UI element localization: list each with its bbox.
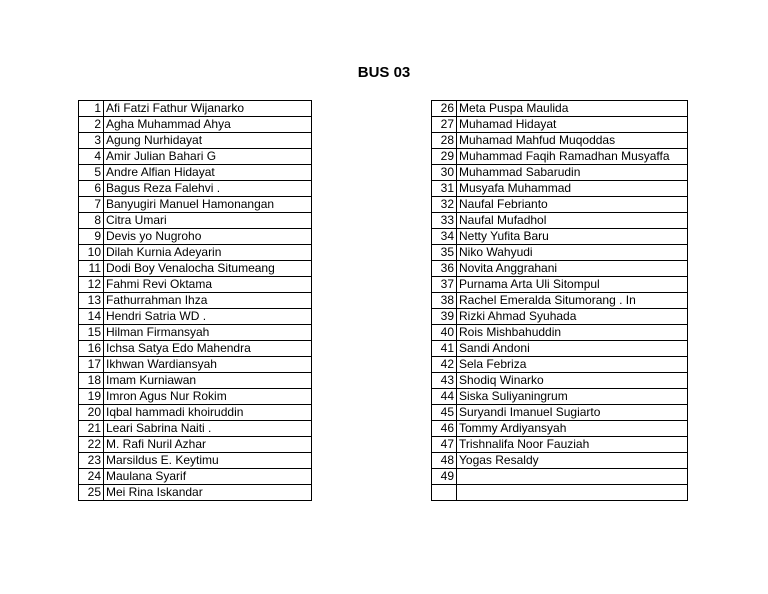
row-number: 43 [432,373,457,389]
student-name: Purnama Arta Uli Sitompul [457,277,688,293]
table-row [79,421,312,437]
row-number: 16 [79,341,104,357]
table-row [79,485,312,501]
student-name: Afi Fatzi Fathur Wijanarko [104,101,312,117]
student-name: Naufal Mufadhol [457,213,688,229]
table-row [79,213,312,229]
table-row [432,421,688,437]
student-name: Ikhwan Wardiansyah [104,357,312,373]
table-row [79,277,312,293]
table-row [79,437,312,453]
student-name: Dodi Boy Venalocha Situmeang [104,261,312,277]
table-row [432,437,688,453]
student-name: Hendri Satria WD . [104,309,312,325]
table-row [432,261,688,277]
row-number: 49 [432,469,457,485]
student-name: Trishnalifa Noor Fauziah [457,437,688,453]
student-name: Niko Wahyudi [457,245,688,261]
table-row [79,309,312,325]
student-name: Meta Puspa Maulida [457,101,688,117]
student-name: Citra Umari [104,213,312,229]
table-row [79,261,312,277]
student-name: Leari Sabrina Naiti . [104,421,312,437]
student-name: Devis yo Nugroho [104,229,312,245]
student-name: Marsildus E. Keytimu [104,453,312,469]
row-number: 29 [432,149,457,165]
row-number: 25 [79,485,104,501]
row-number: 31 [432,181,457,197]
student-name: Muhammad Faqih Ramadhan Musyaffa [457,149,688,165]
table-row [79,373,312,389]
student-name: M. Rafi Nuril Azhar [104,437,312,453]
student-name: Andre Alfian Hidayat [104,165,312,181]
table-row [79,181,312,197]
table-row [432,293,688,309]
table-row [432,197,688,213]
row-number: 18 [79,373,104,389]
row-number: 46 [432,421,457,437]
row-number: 47 [432,437,457,453]
table-row [79,325,312,341]
student-name: Hilman Firmansyah [104,325,312,341]
table-row [432,309,688,325]
row-number: 21 [79,421,104,437]
row-number: 12 [79,277,104,293]
student-name: Muhammad Sabarudin [457,165,688,181]
table-row [79,245,312,261]
row-number: 41 [432,341,457,357]
table-row [432,325,688,341]
row-number: 5 [79,165,104,181]
row-number: 1 [79,101,104,117]
row-number [432,485,457,501]
table-row [432,101,688,117]
table-row [432,213,688,229]
row-number: 20 [79,405,104,421]
table-row [79,149,312,165]
row-number: 9 [79,229,104,245]
student-name: Rachel Emeralda Situmorang . In [457,293,688,309]
student-name: Naufal Febrianto [457,197,688,213]
student-name: Banyugiri Manuel Hamonangan [104,197,312,213]
row-number: 38 [432,293,457,309]
table-row [432,277,688,293]
row-number: 27 [432,117,457,133]
student-name: Fahmi Revi Oktama [104,277,312,293]
table-row [79,405,312,421]
student-name: Iqbal hammadi khoiruddin [104,405,312,421]
student-name: Yogas Resaldy [457,453,688,469]
row-number: 4 [79,149,104,165]
table-row [432,133,688,149]
student-name [457,469,688,485]
row-number: 7 [79,197,104,213]
row-number: 28 [432,133,457,149]
roster-table-left [78,100,312,501]
table-row [79,469,312,485]
row-number: 35 [432,245,457,261]
table-row [79,389,312,405]
row-number: 13 [79,293,104,309]
row-number: 33 [432,213,457,229]
row-number: 8 [79,213,104,229]
student-name: Rois Mishbahuddin [457,325,688,341]
row-number: 32 [432,197,457,213]
table-row [79,101,312,117]
table-row [79,357,312,373]
row-number: 30 [432,165,457,181]
table-row [432,469,688,485]
student-name: Mei Rina Iskandar [104,485,312,501]
student-name: Musyafa Muhammad [457,181,688,197]
row-number: 26 [432,101,457,117]
page-title: BUS 03 [357,64,411,81]
student-name: Imam Kurniawan [104,373,312,389]
roster-table-right [431,100,688,501]
row-number: 39 [432,309,457,325]
table-row [432,165,688,181]
student-name: Agung Nurhidayat [104,133,312,149]
table-row [432,453,688,469]
table-row [432,373,688,389]
table-row [432,117,688,133]
student-name: Tommy Ardiyansyah [457,421,688,437]
row-number: 36 [432,261,457,277]
table-row [432,181,688,197]
student-name: Fathurrahman Ihza [104,293,312,309]
row-number: 10 [79,245,104,261]
student-name: Netty Yufita Baru [457,229,688,245]
student-name [457,485,688,501]
row-number: 22 [79,437,104,453]
row-number: 40 [432,325,457,341]
row-number: 3 [79,133,104,149]
table-row [432,229,688,245]
row-number: 44 [432,389,457,405]
row-number: 48 [432,453,457,469]
table-row [79,453,312,469]
row-number: 45 [432,405,457,421]
row-number: 42 [432,357,457,373]
student-name: Novita Anggrahani [457,261,688,277]
student-name: Muhamad Hidayat [457,117,688,133]
table-row [432,245,688,261]
student-name: Siska Suliyaningrum [457,389,688,405]
student-name: Suryandi Imanuel Sugiarto [457,405,688,421]
table-row [432,405,688,421]
table-row [79,197,312,213]
row-number: 11 [79,261,104,277]
student-name: Imron Agus Nur Rokim [104,389,312,405]
row-number: 34 [432,229,457,245]
student-name: Ichsa Satya Edo Mahendra [104,341,312,357]
table-row [432,389,688,405]
table-row [79,293,312,309]
table-row [432,357,688,373]
table-row [79,133,312,149]
row-number: 23 [79,453,104,469]
table-row [79,229,312,245]
table-row [432,149,688,165]
table-row [432,341,688,357]
row-number: 14 [79,309,104,325]
student-name: Amir Julian Bahari G [104,149,312,165]
student-name: Shodiq Winarko [457,373,688,389]
row-number: 17 [79,357,104,373]
table-row [79,117,312,133]
table-row [79,165,312,181]
row-number: 37 [432,277,457,293]
student-name: Sandi Andoni [457,341,688,357]
student-name: Bagus Reza Falehvi . [104,181,312,197]
row-number: 24 [79,469,104,485]
row-number: 2 [79,117,104,133]
row-number: 19 [79,389,104,405]
row-number: 15 [79,325,104,341]
table-row [79,341,312,357]
row-number: 6 [79,181,104,197]
student-name: Sela Febriza [457,357,688,373]
student-name: Rizki Ahmad Syuhada [457,309,688,325]
student-name: Agha Muhammad Ahya [104,117,312,133]
student-name: Dilah Kurnia Adeyarin [104,245,312,261]
student-name: Maulana Syarif [104,469,312,485]
table-row [432,485,688,501]
student-name: Muhamad Mahfud Muqoddas [457,133,688,149]
